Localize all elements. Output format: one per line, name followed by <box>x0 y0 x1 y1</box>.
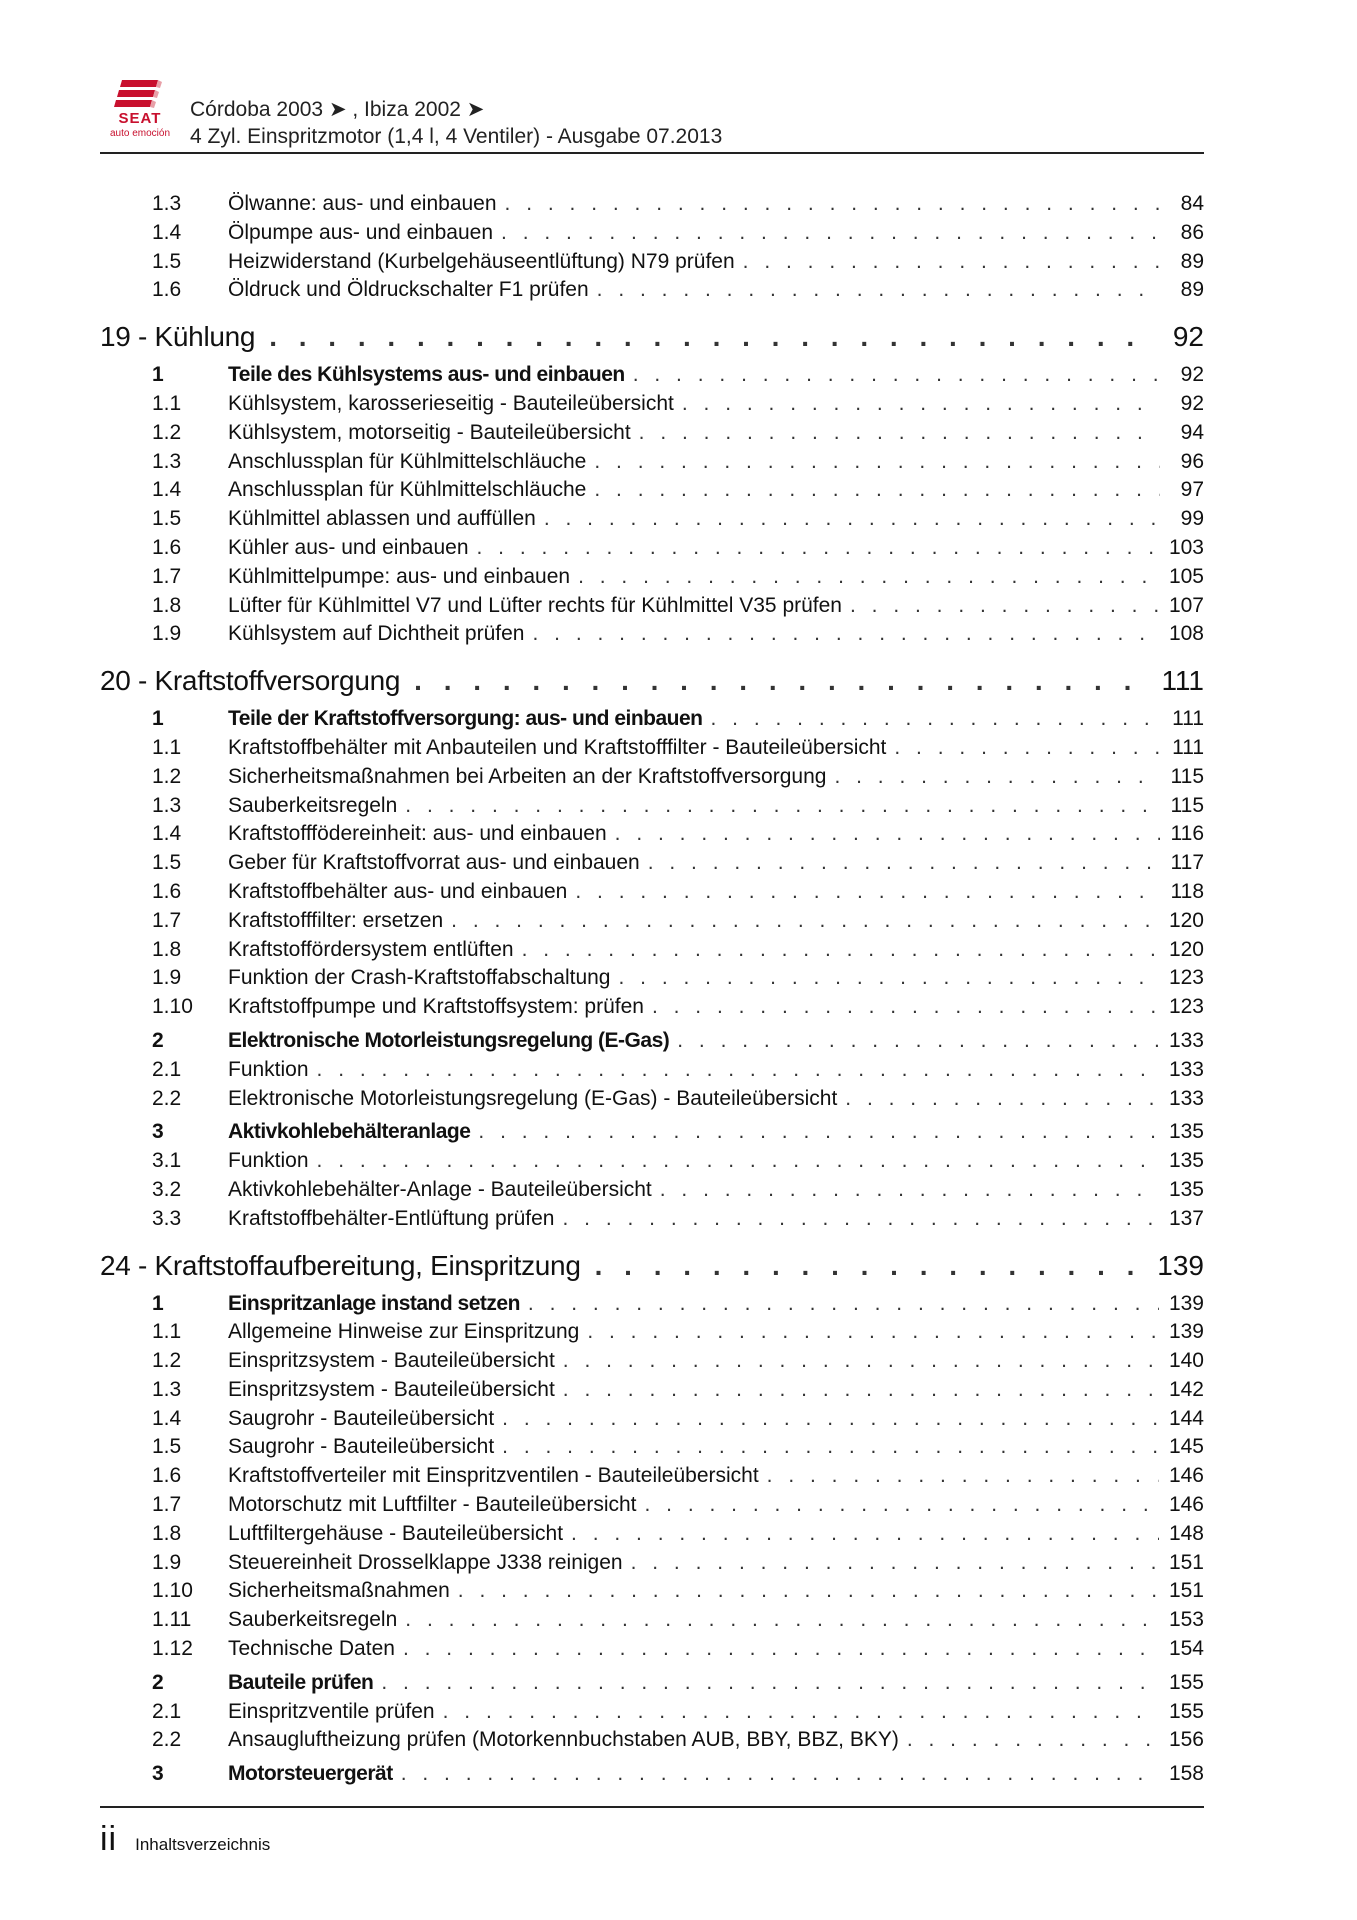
entry-page: 155 <box>1168 1670 1204 1694</box>
entry-title: Motorsteuergerät <box>228 1762 393 1786</box>
entry-page: 92 <box>1180 391 1204 415</box>
entry-title: Anschlussplan für Kühlmittelschläuche <box>228 449 587 473</box>
entry-number: 1.11 <box>152 1608 192 1632</box>
entry-page: 135 <box>1168 1120 1204 1144</box>
entry-page: 144 <box>1168 1406 1204 1430</box>
entry-number: 1 <box>152 363 164 387</box>
entry-title: Elektronische Motorleistungsregelung (E-Gas) <box>228 1028 670 1052</box>
leader-dots <box>595 1248 1148 1284</box>
leader-dots <box>711 705 1161 734</box>
toc-entry[interactable] <box>100 534 1204 563</box>
leader-dots <box>403 1635 1159 1664</box>
entry-number: 1.9 <box>152 1550 182 1574</box>
entry-number: 2.2 <box>152 1086 182 1110</box>
entry-title: Saugrohr - Bauteileübersicht <box>228 1435 495 1459</box>
leader-dots <box>563 1376 1159 1405</box>
leader-dots <box>618 964 1158 993</box>
toc-entry[interactable] <box>100 849 1204 878</box>
entry-title: Funktion der Crash-Kraftstoffabschaltung <box>228 966 611 990</box>
entry-page: 116 <box>1170 822 1204 846</box>
entry-page: 151 <box>1168 1579 1204 1603</box>
entry-page: 148 <box>1168 1521 1204 1545</box>
entry-page: 133 <box>1168 1057 1204 1081</box>
entry-number: 1.6 <box>152 535 182 559</box>
leader-dots <box>639 419 1160 448</box>
leader-dots <box>563 1347 1159 1376</box>
toc-entry[interactable] <box>100 734 1204 763</box>
entry-title: Heizwiderstand (Kurbelgehäuseentlüftung) N79 prüfen <box>228 249 735 273</box>
leader-dots <box>405 1606 1159 1635</box>
entry-number: 1.8 <box>152 937 182 961</box>
entry-page: 151 <box>1168 1550 1204 1574</box>
entry-number: 1.5 <box>152 507 182 531</box>
toc-entry[interactable] <box>100 419 1204 448</box>
entry-page: 84 <box>1180 192 1204 215</box>
chapter-title: 20 - Kraftstoffversorgung <box>100 665 401 697</box>
leader-dots <box>381 1669 1159 1698</box>
entry-title: Einspritzsystem - Bauteileübersicht <box>228 1349 555 1373</box>
toc-entry[interactable] <box>100 1205 1204 1234</box>
seat-logo <box>100 78 180 140</box>
entry-number: 3.1 <box>152 1149 182 1173</box>
entry-page: 103 <box>1168 535 1204 559</box>
entry-number: 1.2 <box>152 764 182 788</box>
toc-entry[interactable] <box>100 448 1204 477</box>
entry-title: Teile des Kühlsystems aus- und einbauen <box>228 363 625 387</box>
entry-number: 1 <box>152 1291 164 1315</box>
leader-dots <box>597 276 1160 305</box>
toc-entry[interactable] <box>100 936 1204 965</box>
entry-title: Kraftstoffbehälter aus- und einbauen <box>228 879 568 903</box>
toc-chapter-24-items <box>100 1290 1204 1790</box>
leader-dots <box>505 190 1160 219</box>
toc-entry[interactable] <box>100 1635 1204 1664</box>
entry-page: 107 <box>1168 593 1204 617</box>
header-text <box>190 96 722 150</box>
entry-title: Aktivkohlebehälteranlage <box>228 1120 471 1144</box>
entry-page: 139 <box>1168 1320 1204 1344</box>
entry-number: 1.5 <box>152 249 182 273</box>
leader-dots <box>587 1318 1159 1347</box>
entry-title: Kraftstoffbehälter-Entlüftung prüfen <box>228 1206 555 1230</box>
leader-dots <box>850 592 1159 621</box>
entry-page: 146 <box>1168 1464 1204 1488</box>
entry-title: Kraftstoffbehälter mit Anbauteilen und Kraftstofffilter - Bauteileübersicht <box>228 735 887 759</box>
entry-title: Technische Daten <box>228 1637 395 1661</box>
entry-number: 1.8 <box>152 1521 182 1545</box>
toc-entry[interactable] <box>100 907 1204 936</box>
entry-page: 139 <box>1168 1291 1204 1315</box>
entry-number: 1.6 <box>152 1464 182 1488</box>
entry-number: 3 <box>152 1120 164 1144</box>
entry-number: 3.2 <box>152 1177 182 1201</box>
toc-entry[interactable] <box>100 1347 1204 1376</box>
toc-entry[interactable] <box>100 705 1204 734</box>
leader-dots <box>317 1056 1159 1085</box>
entry-page: 94 <box>1180 420 1204 444</box>
leader-dots <box>845 1085 1159 1114</box>
toc-section-continued <box>100 190 1204 305</box>
footer-rule <box>100 1806 1204 1808</box>
entry-title: Saugrohr - Bauteileübersicht <box>228 1406 495 1430</box>
leader-dots <box>834 763 1160 792</box>
leader-dots <box>594 476 1160 505</box>
entry-page: 145 <box>1168 1435 1204 1459</box>
toc-entry[interactable] <box>100 592 1204 621</box>
leader-dots <box>575 878 1160 907</box>
entry-number: 1.12 <box>152 1637 193 1661</box>
entry-number: 1.4 <box>152 220 182 244</box>
entry-number: 1.5 <box>152 851 182 875</box>
entry-title: Kraftstoffpumpe und Kraftstoffsystem: prüfen <box>228 995 644 1019</box>
entry-number: 1.1 <box>152 391 182 415</box>
entry-number: 1.9 <box>152 966 182 990</box>
entry-page: 115 <box>1170 764 1204 788</box>
toc-entry[interactable] <box>100 1577 1204 1606</box>
page-number: ii <box>100 1820 118 1858</box>
entry-title: Kühlsystem, motorseitig - Bauteileübersicht <box>228 420 631 444</box>
entry-title: Ölpumpe aus- und einbauen <box>228 220 494 244</box>
toc-entry[interactable] <box>100 505 1204 534</box>
entry-title: Sauberkeitsregeln <box>228 1608 398 1632</box>
entry-page: 135 <box>1168 1177 1204 1201</box>
leader-dots <box>502 1433 1159 1462</box>
chapter-page: 92 <box>1172 321 1204 353</box>
entry-title: Aktivkohlebehälter-Anlage - Bauteileübersicht <box>228 1177 652 1201</box>
entry-title: Kühlsystem auf Dichtheit prüfen <box>228 622 525 646</box>
toc-chapter-20-items <box>100 705 1204 1233</box>
entry-number: 2 <box>152 1670 164 1694</box>
entry-number: 1.8 <box>152 593 182 617</box>
entry-number: 2 <box>152 1028 164 1052</box>
entry-title: Teile der Kraftstoffversorgung: aus- und einbauen <box>228 707 703 731</box>
entry-page: 135 <box>1168 1149 1204 1173</box>
entry-page: 111 <box>1172 707 1204 731</box>
header-line-2: 4 Zyl. Einspritzmotor (1,4 l, 4 Ventiler) - Ausgabe 07.2013 <box>190 125 723 148</box>
toc-entry[interactable] <box>100 1669 1204 1698</box>
leader-dots <box>501 219 1160 248</box>
leader-dots <box>894 734 1160 763</box>
leader-dots <box>522 936 1159 965</box>
entry-page: 111 <box>1172 735 1204 759</box>
entry-number: 1.1 <box>152 735 182 759</box>
toc-entry[interactable] <box>100 390 1204 419</box>
logo-subtext: auto emoción <box>109 128 171 139</box>
toc-entry[interactable] <box>100 1027 1204 1056</box>
toc-entry[interactable] <box>100 1147 1204 1176</box>
toc-entry[interactable] <box>100 1760 1204 1789</box>
entry-number: 3 <box>152 1762 164 1786</box>
chapter-page: 111 <box>1161 665 1204 697</box>
toc-entry[interactable] <box>100 1520 1204 1549</box>
leader-dots <box>478 1118 1159 1147</box>
entry-title: Ansaugluftheizung prüfen (Motorkennbuchstaben AUB, BBY, BBZ, BKY) <box>228 1728 899 1752</box>
leader-dots <box>578 563 1159 592</box>
entry-title: Geber für Kraftstoffvorrat aus- und einbauen <box>228 851 640 875</box>
leader-dots <box>528 1290 1159 1319</box>
entry-page: 158 <box>1168 1762 1204 1786</box>
toc-entry[interactable] <box>100 1290 1204 1319</box>
entry-title: Anschlussplan für Kühlmittelschläuche <box>228 478 587 502</box>
toc-entry[interactable] <box>100 276 1204 305</box>
toc-entry[interactable] <box>100 878 1204 907</box>
entry-page: 140 <box>1168 1349 1204 1373</box>
entry-title: Einspritzsystem - Bauteileübersicht <box>228 1377 555 1401</box>
table-of-contents <box>100 190 1204 1789</box>
entry-page: 142 <box>1168 1377 1204 1401</box>
entry-title: Luftfiltergehäuse - Bauteileübersicht <box>228 1521 564 1545</box>
entry-page: 118 <box>1170 879 1204 903</box>
entry-title: Bauteile prüfen <box>228 1670 374 1694</box>
entry-page: 97 <box>1180 478 1204 502</box>
leader-dots <box>767 1462 1159 1491</box>
footer-label: Inhaltsverzeichnis <box>135 1835 271 1854</box>
toc-entry[interactable] <box>100 964 1204 993</box>
leader-dots <box>743 248 1160 277</box>
entry-number: 1.4 <box>152 1406 182 1430</box>
chapter-title: 24 - Kraftstoffaufbereitung, Einspritzung <box>100 1249 581 1281</box>
entry-page: 108 <box>1168 622 1204 646</box>
toc-entry[interactable] <box>100 1462 1204 1491</box>
entry-page: 92 <box>1180 363 1204 387</box>
entry-number: 1.2 <box>152 1349 182 1373</box>
entry-number: 1.3 <box>152 449 182 473</box>
toc-entry[interactable] <box>100 1376 1204 1405</box>
entry-number: 1.9 <box>152 622 182 646</box>
leader-dots <box>544 505 1160 534</box>
toc-entry[interactable] <box>100 1405 1204 1434</box>
chapter-title: 19 - Kühlung <box>100 321 256 353</box>
entry-number: 2.1 <box>152 1699 182 1723</box>
toc-entry[interactable] <box>100 1433 1204 1462</box>
toc-entry[interactable] <box>100 1085 1204 1114</box>
leader-dots <box>660 1176 1159 1205</box>
entry-page: 133 <box>1168 1086 1204 1110</box>
entry-title: Kraftstoffverteiler mit Einspritzventilen - Bauteileübersicht <box>228 1464 759 1488</box>
entry-title: Kühler aus- und einbauen <box>228 535 469 559</box>
leader-dots <box>269 319 1154 355</box>
entry-page: 146 <box>1168 1493 1204 1517</box>
entry-title: Einspritzanlage instand setzen <box>228 1291 520 1315</box>
entry-page: 96 <box>1180 449 1204 473</box>
entry-title: Elektronische Motorleistungsregelung (E-Gas) - Bauteileübersicht <box>228 1086 838 1110</box>
entry-page: 89 <box>1180 249 1204 273</box>
toc-entry[interactable] <box>100 993 1204 1022</box>
leader-dots <box>562 1205 1158 1234</box>
leader-dots <box>677 1027 1159 1056</box>
entry-number: 1.7 <box>152 564 182 588</box>
leader-dots <box>631 1549 1159 1578</box>
chapter-page: 139 <box>1157 1249 1204 1281</box>
entry-title: Motorschutz mit Luftfilter - Bauteileübersicht <box>228 1493 637 1517</box>
leader-dots <box>414 663 1151 699</box>
toc-entry[interactable] <box>100 1726 1204 1755</box>
toc-chapter-24[interactable] <box>100 1248 1204 1284</box>
toc-chapter-20[interactable] <box>100 663 1204 699</box>
entry-title: Funktion <box>228 1149 309 1173</box>
leader-dots <box>443 1698 1159 1727</box>
entry-title: Funktion <box>228 1057 309 1081</box>
entry-number: 1 <box>152 707 164 731</box>
toc-chapter-19[interactable] <box>100 319 1204 355</box>
leader-dots <box>645 1491 1159 1520</box>
toc-entry[interactable] <box>100 1549 1204 1578</box>
leader-dots <box>502 1405 1159 1434</box>
entry-number: 1.4 <box>152 478 182 502</box>
entry-title: Kraftstofffödereinheit: aus- und einbauen <box>228 822 607 846</box>
entry-page: 133 <box>1168 1028 1204 1052</box>
entry-page: 123 <box>1168 966 1204 990</box>
toc-entry[interactable] <box>100 763 1204 792</box>
toc-entry[interactable] <box>100 219 1204 248</box>
toc-entry[interactable] <box>100 1606 1204 1635</box>
leader-dots <box>401 1760 1159 1789</box>
toc-entry[interactable] <box>100 1318 1204 1347</box>
toc-entry[interactable] <box>100 1698 1204 1727</box>
leader-dots <box>682 390 1160 419</box>
toc-entry[interactable] <box>100 190 1204 219</box>
entry-page: 120 <box>1168 937 1204 961</box>
entry-number: 1.7 <box>152 908 182 932</box>
toc-entry[interactable] <box>100 620 1204 649</box>
entry-page: 154 <box>1168 1637 1204 1661</box>
entry-number: 1.7 <box>152 1493 182 1517</box>
entry-page: 117 <box>1170 851 1204 875</box>
leader-dots <box>594 448 1160 477</box>
entry-title: Einspritzventile prüfen <box>228 1699 435 1723</box>
page-footer <box>100 1820 270 1859</box>
leader-dots <box>458 1577 1159 1606</box>
toc-entry[interactable] <box>100 361 1204 390</box>
entry-number: 2.1 <box>152 1057 182 1081</box>
leader-dots <box>907 1726 1159 1755</box>
leader-dots <box>633 361 1160 390</box>
entry-title: Kühlmittelpumpe: aus- und einbauen <box>228 564 571 588</box>
entry-number: 1.2 <box>152 420 182 444</box>
entry-title: Allgemeine Hinweise zur Einspritzung <box>228 1320 580 1344</box>
leader-dots <box>615 820 1160 849</box>
logo-text: SEAT <box>118 110 162 127</box>
entry-title: Kühlmittel ablassen und auffüllen <box>228 507 536 531</box>
entry-number: 1.6 <box>152 879 182 903</box>
toc-entry[interactable] <box>100 1118 1204 1147</box>
toc-entry[interactable] <box>100 1176 1204 1205</box>
entry-page: 155 <box>1168 1699 1204 1723</box>
entry-title: Kraftstofffilter: ersetzen <box>228 908 444 932</box>
entry-title: Steuereinheit Drosselklappe J338 reinigen <box>228 1550 623 1574</box>
entry-number: 1.10 <box>152 1579 193 1603</box>
header-rule <box>100 152 1204 154</box>
entry-page: 156 <box>1168 1728 1204 1752</box>
entry-number: 1.6 <box>152 278 182 302</box>
toc-entry[interactable] <box>100 1056 1204 1085</box>
entry-title: Öldruck und Öldruckschalter F1 prüfen <box>228 278 589 302</box>
entry-number: 1.5 <box>152 1435 182 1459</box>
entry-page: 153 <box>1168 1608 1204 1632</box>
leader-dots <box>451 907 1159 936</box>
entry-number: 1.3 <box>152 793 182 817</box>
toc-entry[interactable] <box>100 248 1204 277</box>
entry-title: Sicherheitsmaßnahmen <box>228 1579 450 1603</box>
entry-page: 86 <box>1180 220 1204 244</box>
entry-title: Sauberkeitsregeln <box>228 793 398 817</box>
entry-page: 115 <box>1170 793 1204 817</box>
entry-page: 99 <box>1180 507 1204 531</box>
entry-page: 123 <box>1168 995 1204 1019</box>
entry-title: Kraftstoffördersystem entlüften <box>228 937 514 961</box>
entry-title: Ölwanne: aus- und einbauen <box>228 192 497 215</box>
entry-number: 1.4 <box>152 822 182 846</box>
toc-chapter-19-items <box>100 361 1204 649</box>
leader-dots <box>571 1520 1159 1549</box>
toc-entry[interactable] <box>100 1491 1204 1520</box>
leader-dots <box>532 620 1158 649</box>
entry-number: 3.3 <box>152 1206 182 1230</box>
page-header <box>100 78 1204 156</box>
entry-page: 105 <box>1168 564 1204 588</box>
toc-entry[interactable] <box>100 820 1204 849</box>
leader-dots <box>477 534 1159 563</box>
entry-title: Lüfter für Kühlmittel V7 und Lüfter rechts für Kühlmittel V35 prüfen <box>228 593 842 617</box>
entry-page: 89 <box>1180 278 1204 302</box>
header-line-1: Córdoba 2003 ➤ , Ibiza 2002 ➤ <box>190 98 485 121</box>
entry-number: 1.3 <box>152 1377 182 1401</box>
entry-title: Sicherheitsmaßnahmen bei Arbeiten an der Kraftstoffversorgung <box>228 764 827 788</box>
toc-entry[interactable] <box>100 792 1204 821</box>
entry-number: 1.3 <box>152 192 182 215</box>
toc-entry[interactable] <box>100 563 1204 592</box>
entry-number: 2.2 <box>152 1728 182 1752</box>
leader-dots <box>317 1147 1159 1176</box>
entry-number: 1.10 <box>152 995 193 1019</box>
entry-page: 137 <box>1168 1206 1204 1230</box>
leader-dots <box>652 993 1159 1022</box>
leader-dots <box>648 849 1160 878</box>
entry-number: 1.1 <box>152 1320 182 1344</box>
entry-title: Kühlsystem, karosserieseitig - Bauteileübersicht <box>228 391 674 415</box>
entry-page: 120 <box>1168 908 1204 932</box>
toc-entry[interactable] <box>100 476 1204 505</box>
leader-dots <box>405 792 1160 821</box>
